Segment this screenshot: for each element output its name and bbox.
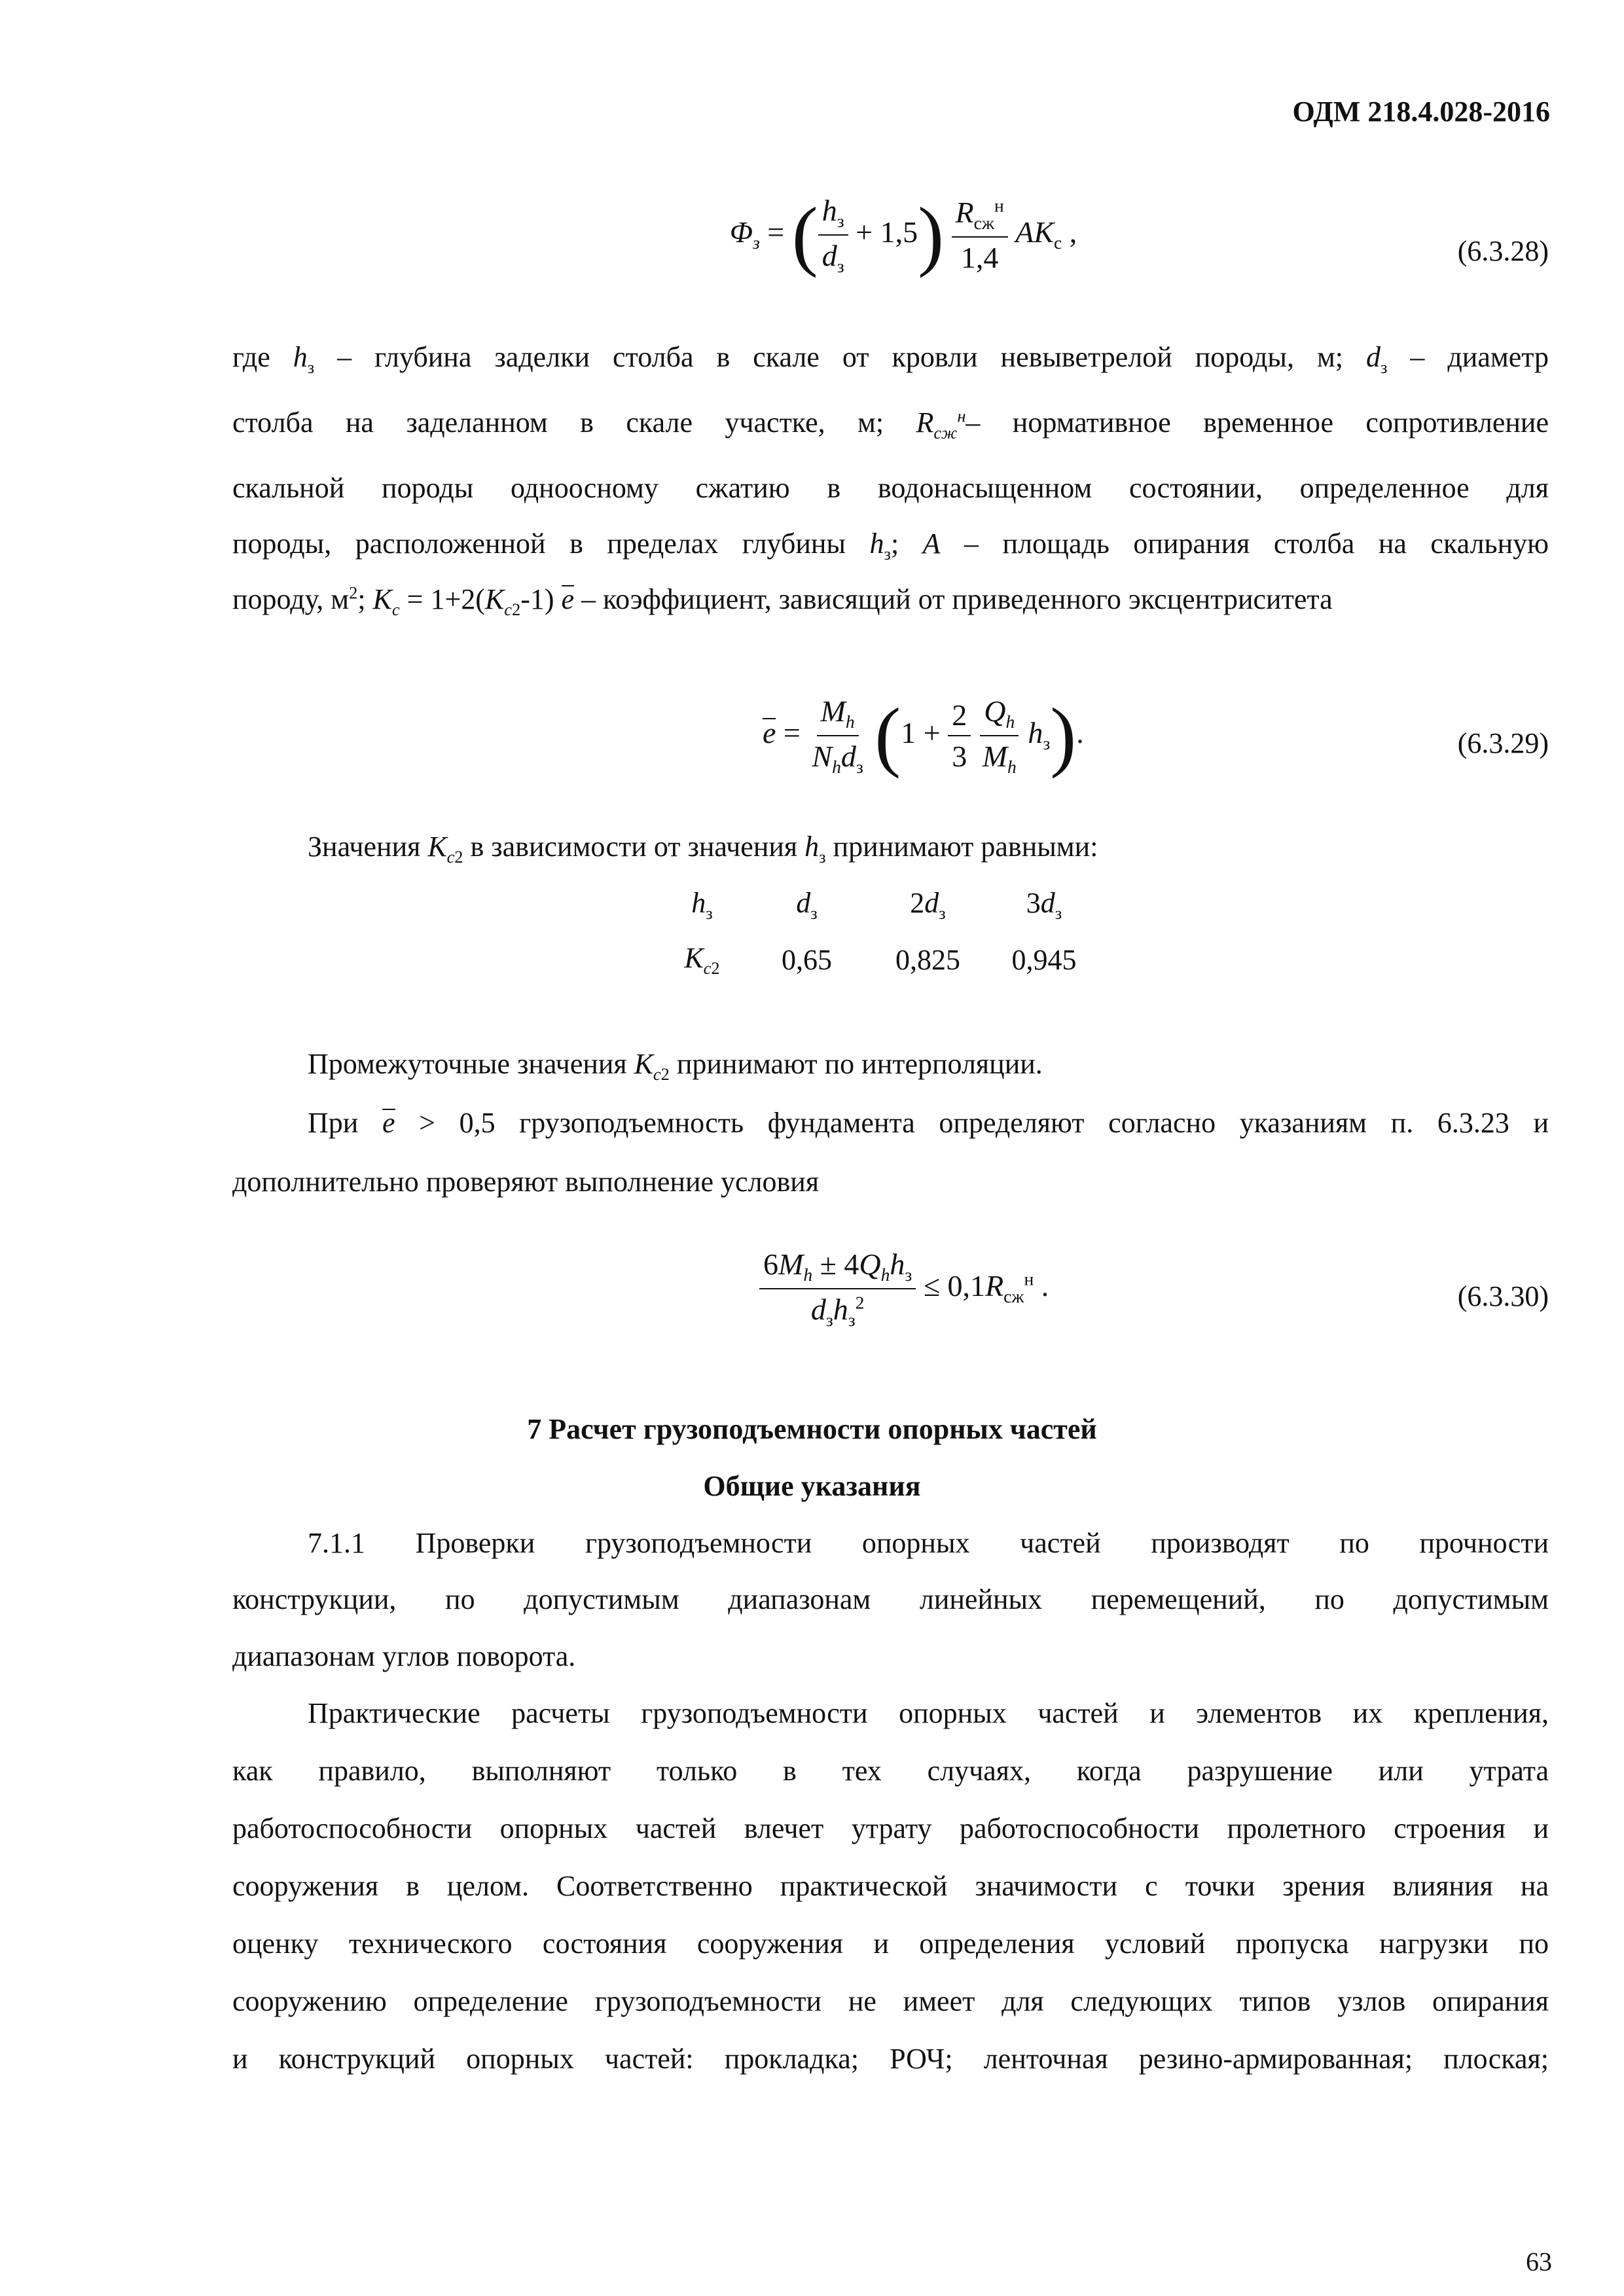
table-row [658,932,1100,987]
where-line-4: породы, расположенной в пределах глубины $h_з$; A – площадь опирания столба на скальную [232,528,1549,564]
document-code-header: ОДМ 218.4.028-2016 [1292,96,1550,128]
paragraph-line: как правило, выполняют только в тех случаях, когда разрушение или утрата [232,1755,1549,1787]
where-line-2: столба на заделанном в скале участке, м; $R_{сж}^н-$ нормативное временное сопротивление [232,406,1549,442]
paragraph-line: диапазонам углов поворота. [232,1640,576,1672]
table-row-label: $К_{с2}$ [684,941,720,978]
formula-number: (6.3.30) [1457,1280,1549,1312]
table-row [658,877,1100,932]
table-header-cell: $h_з$ [691,886,713,923]
table-header-cell: $3d_з$ [1026,886,1062,923]
section-title: 7 Расчет грузоподъемности опорных частей [527,1413,1097,1445]
table-cell: 0,65 [782,943,832,976]
paragraph-line: сооружению определение грузоподъемности не имеет для следующих типов узлов опирания [232,1985,1549,2017]
kc2-table [658,877,1100,987]
condition-line-1: При e > 0,5 грузоподъемность фундамента определяют согласно указаниям п. 6.3.23 и [308,1107,1549,1139]
where-line-3: скальной породы одноосному сжатию в водонасыщенном состоянии, определенное для [232,472,1549,504]
page-number: 63 [1526,2247,1552,2276]
kc2-intro: Значения $К_{с2}$ в зависимости от значения $h_з$ принимают равными: [308,831,1098,867]
formula-number: (6.3.28) [1457,235,1549,267]
section-subtitle: Общие указания [703,1470,921,1502]
table-cell: 0,825 [895,943,960,976]
interpolation-note: Промежуточные значения $К_{с2}$ принимают по интерполяции. [308,1048,1043,1084]
paragraph-line: Практические расчеты грузоподъемности опорных частей и элементов их крепления, [308,1697,1549,1729]
condition-line-2: дополнительно проверяют выполнение условия [232,1166,820,1198]
table-header-cell: $d_з$ [796,886,818,923]
where-line-5: породу, $м^2$; $K_с = 1+2(K_{с2}-1)$ e – коэффициент, зависящий от приведенного эксцентриситета [232,583,1333,619]
paragraph-line: и конструкций опорных частей: прокладка; РОЧ; ленточная резино-армированная; плоская; [232,2043,1549,2075]
formula-6-3-28: $\Phi_з$ = ( $\frac{h_з}{d_з}$ + 1,5) $\frac{R_{сж}^н}{1,4}$ $AK_с$ , [730,191,1077,279]
formula-number: (6.3.29) [1457,727,1549,759]
paragraph-line: конструкции, по допустимым диапазонам линейных перемещений, по допустимым [232,1583,1549,1615]
paragraph-line: сооружения в целом. Соответственно практической значимости с точки зрения влияния на [232,1870,1549,1902]
formula-6-3-30: $\frac{6M_h \pm 4Q_hh_з}{d_зh_з^2}$ ≤ $0,1R_{сж}^н$ . [759,1247,1049,1331]
formula-6-3-29: e = $\frac{M_h}{N_hd_з}$ (1 + $\frac{2}{3}$ $\frac{Q_h}{M_h}$ $h_з$). [763,692,1084,780]
where-line-1: где $h_з$ – глубина заделки столба в скале от кровли невыветрелой породы, м; $d_з$ – диаметр [232,341,1549,377]
paragraph-line: работоспособности опорных частей влечет утрату работоспособности пролетного строения и [232,1812,1549,1844]
paragraph-line: 7.1.1 Проверки грузоподъемности опорных частей производят по прочности [308,1527,1549,1559]
table-cell: 0,945 [1011,943,1077,976]
paragraph-line: оценку технического состояния сооружения и определения условий пропуска нагрузки по [232,1928,1549,1960]
table-header-cell: $2d_з$ [910,886,946,923]
